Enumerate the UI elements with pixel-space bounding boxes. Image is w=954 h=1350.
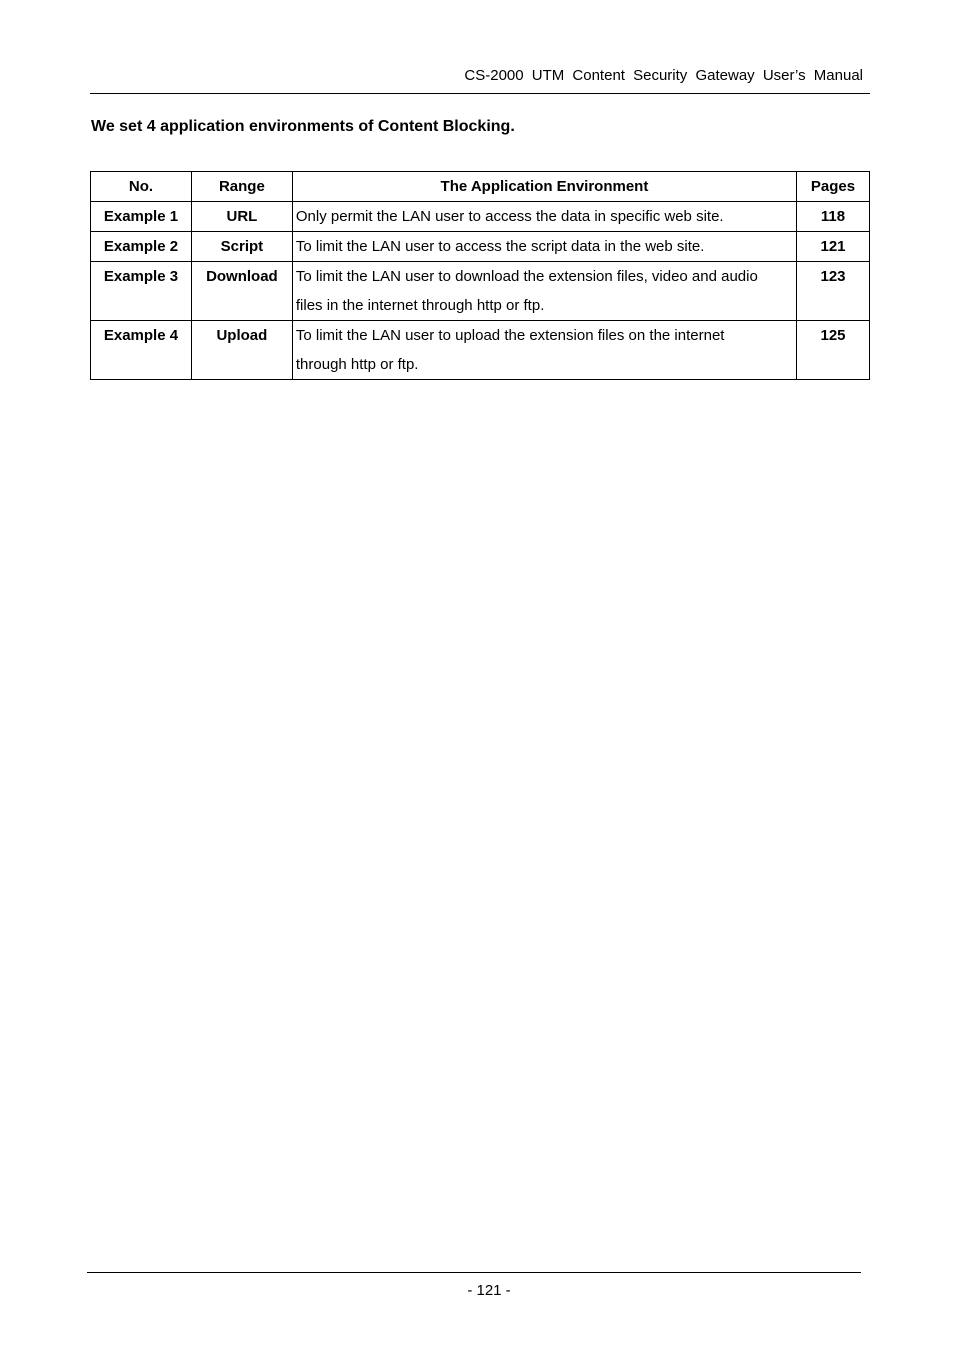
cell-range: Download [191,262,292,321]
environment-line: To limit the LAN user to access the script data in the web site. [295,238,705,255]
cell-no: Example 4 [91,321,192,380]
cell-pages: 125 [797,321,870,380]
environment-line: Only permit the LAN user to access the data in specific web site. [295,208,724,225]
cell-pages: 118 [797,202,870,232]
cell-environment [292,202,796,232]
cell-range: Upload [191,321,292,380]
cell-no: Example 3 [91,262,192,321]
content-blocking-table [90,171,870,380]
environment-line: To limit the LAN user to upload the extension files on the internet [295,327,725,344]
intro-heading: We set 4 application environments of Content Blocking. [91,118,515,135]
table-row [91,321,870,380]
footer-rule [87,1272,861,1273]
cell-range: URL [191,202,292,232]
environment-line: To limit the LAN user to download the extension files, video and audio [295,268,758,285]
environment-line: files in the internet through http or ftp. [295,297,545,314]
table-header-row [91,172,870,202]
cell-no: Example 1 [91,202,192,232]
cell-pages: 123 [797,262,870,321]
environment-line: through http or ftp. [295,356,419,373]
page-number: - 121 - [467,1282,511,1299]
column-header-no: No. [91,172,192,202]
cell-pages: 121 [797,232,870,262]
cell-environment [292,321,796,380]
table-row [91,262,870,321]
table-row [91,202,870,232]
cell-no: Example 2 [91,232,192,262]
column-header-range: Range [191,172,292,202]
column-header-pages: Pages [797,172,870,202]
cell-environment [292,232,796,262]
cell-environment [292,262,796,321]
column-header-environment: The Application Environment [292,172,796,202]
running-header: CS-2000 UTM Content Security Gateway User’s Manual [464,67,863,84]
header-rule [90,93,870,94]
table-row [91,232,870,262]
cell-range: Script [191,232,292,262]
